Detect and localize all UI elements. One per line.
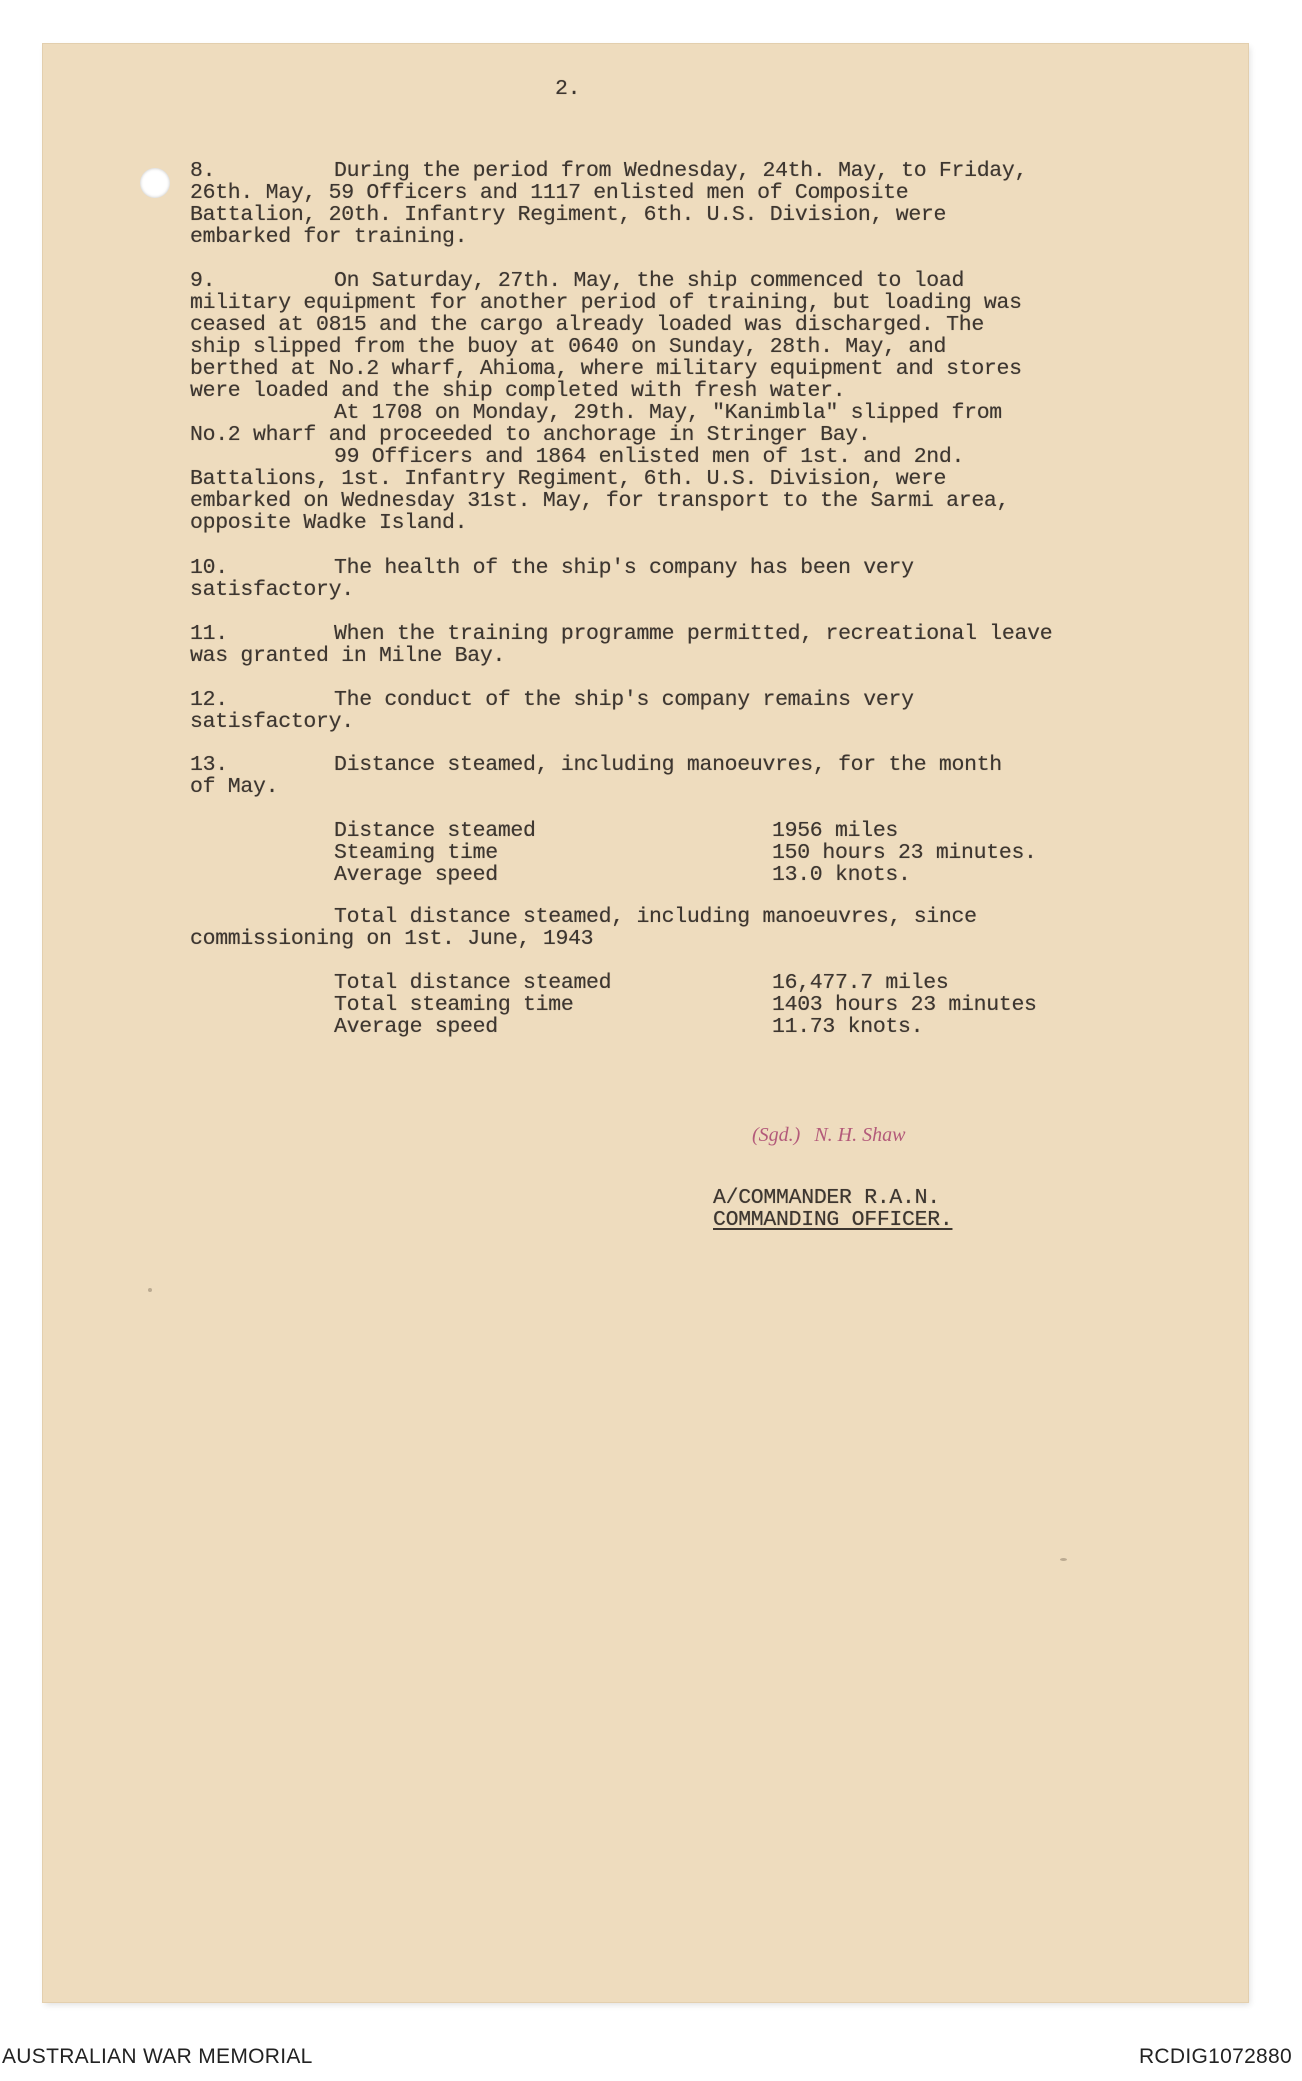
paragraph-line: berthed at No.2 wharf, Ahioma, where military equipment and stores — [190, 357, 1022, 381]
stat-value: 11.73 knots. — [772, 1015, 924, 1039]
paragraph-line: was granted in Milne Bay. — [190, 644, 506, 668]
paragraph-number: 8. — [190, 159, 216, 183]
paragraph-line: were loaded and the ship completed with fresh water. — [190, 379, 846, 403]
paragraph-line: The health of the ship's company has been very — [334, 556, 914, 580]
paper-speck — [148, 1288, 152, 1292]
stat-value: 150 hours 23 minutes. — [772, 841, 1037, 865]
paragraph-line: At 1708 on Monday, 29th. May, "Kanimbla" slipped from — [334, 401, 1002, 425]
paragraph-number: 11. — [190, 622, 228, 646]
stat-label: Steaming time — [334, 841, 498, 865]
stat-label: Distance steamed — [334, 819, 536, 843]
paragraph-line: 99 Officers and 1864 enlisted men of 1st. and 2nd. — [334, 445, 965, 469]
stat-value: 1956 miles — [772, 819, 899, 843]
stat-label: Total distance steamed — [334, 971, 612, 995]
paragraph-line: of May. — [190, 775, 279, 799]
paragraph-line: 26th. May, 59 Officers and 1117 enlisted men of Composite — [190, 181, 909, 205]
footer-catalog-id: RCDIG1072880 — [1138, 2045, 1292, 2068]
paragraph-line: On Saturday, 27th. May, the ship commenced to load — [334, 269, 965, 293]
paragraph-line: When the training programme permitted, recreational leave — [334, 622, 1053, 646]
signature-name: N. H. Shaw — [814, 1124, 906, 1146]
signature — [752, 1124, 919, 1147]
officer-rank: A/COMMANDER R.A.N. — [713, 1186, 940, 1210]
paragraph-line: ship slipped from the buoy at 0640 on Sunday, 28th. May, and — [190, 335, 947, 359]
paragraph-line: The conduct of the ship's company remains very — [334, 688, 914, 712]
paragraph-number: 13. — [190, 753, 228, 777]
signature-prefix: (Sgd.) — [752, 1124, 801, 1146]
stat-label: Average speed — [334, 863, 498, 887]
paragraph-line: opposite Wadke Island. — [190, 511, 468, 535]
paragraph-number: 9. — [190, 269, 216, 293]
paragraph-line: Battalion, 20th. Infantry Regiment, 6th. U.S. Division, were — [190, 203, 947, 227]
stat-label: Total steaming time — [334, 993, 574, 1017]
paper-speck — [1060, 1558, 1067, 1561]
paragraph-number: 10. — [190, 556, 228, 580]
paragraph-line: ceased at 0815 and the cargo already loaded was discharged. The — [190, 313, 984, 337]
paragraph-line: embarked for training. — [190, 225, 468, 249]
paragraph-line: military equipment for another period of training, but loading was — [190, 291, 1022, 315]
footer-institution: AUSTRALIAN WAR MEMORIAL — [2, 2045, 313, 2068]
page-number: 2. — [555, 77, 581, 101]
paragraph-line: During the period from Wednesday, 24th. May, to Friday, — [334, 159, 1028, 183]
total-intro-line: Total distance steamed, including manoeuvres, since — [334, 905, 977, 929]
paragraph-line: embarked on Wednesday 31st. May, for transport to the Sarmi area, — [190, 489, 1010, 513]
stat-value: 13.0 knots. — [772, 863, 911, 887]
paragraph-line: Distance steamed, including manoeuvres, for the month — [334, 753, 1002, 777]
paragraph-number: 12. — [190, 688, 228, 712]
stat-label: Average speed — [334, 1015, 498, 1039]
paragraph-line: Battalions, 1st. Infantry Regiment, 6th. U.S. Division, were — [190, 467, 947, 491]
total-intro-line: commissioning on 1st. June, 1943 — [190, 927, 594, 951]
stat-value: 1403 hours 23 minutes — [772, 993, 1037, 1017]
paragraph-line: satisfactory. — [190, 710, 354, 734]
officer-title: COMMANDING OFFICER. — [713, 1208, 953, 1232]
punch-hole — [140, 168, 170, 198]
paragraph-line: No.2 wharf and proceeded to anchorage in Stringer Bay. — [190, 423, 871, 447]
paragraph-line: satisfactory. — [190, 578, 354, 602]
stat-value: 16,477.7 miles — [772, 971, 949, 995]
